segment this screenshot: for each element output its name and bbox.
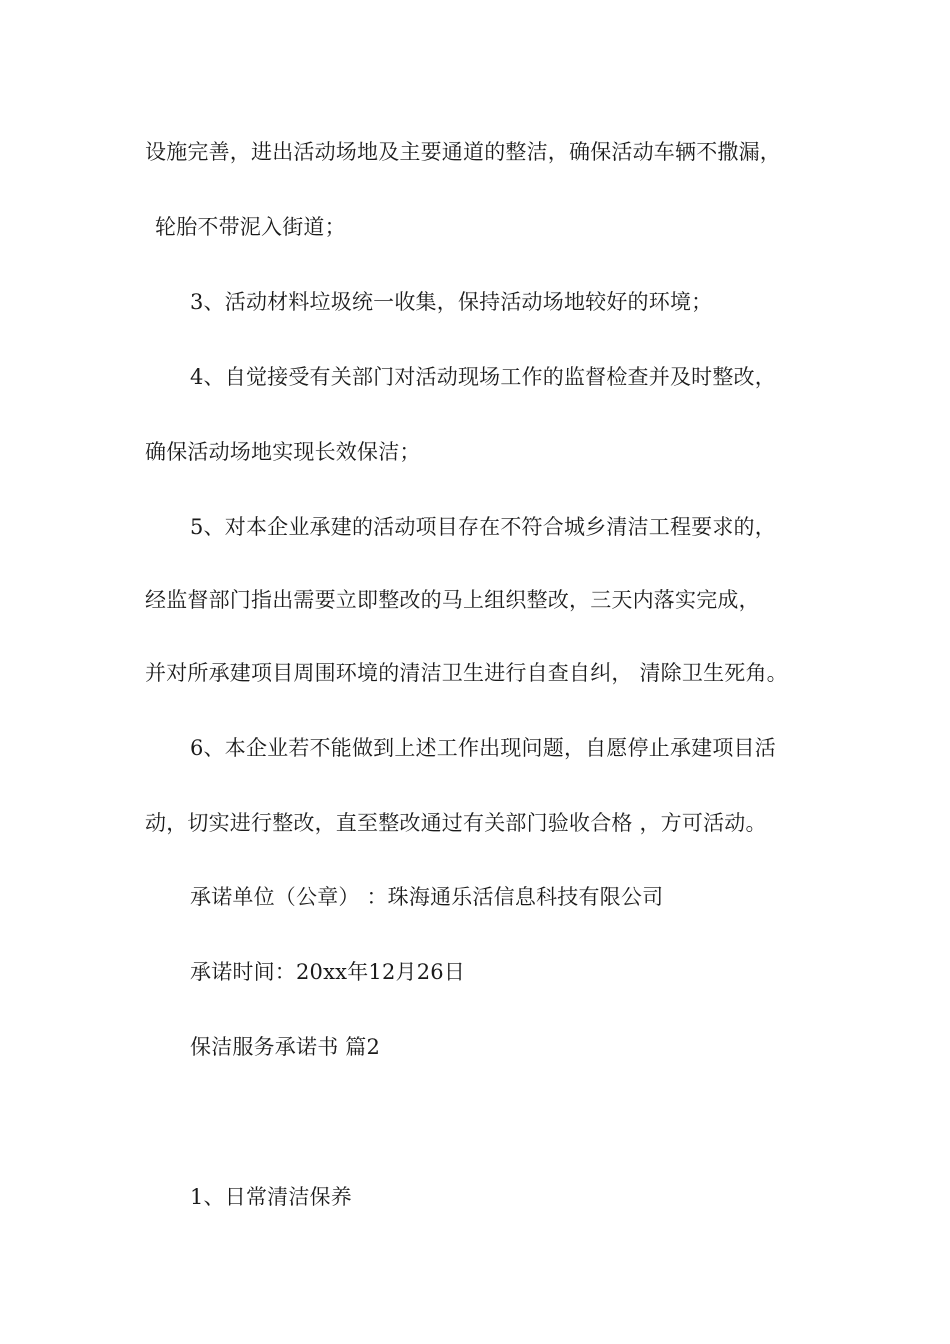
section-title: 保洁服务承诺书 篇2	[190, 1035, 381, 1059]
paragraph-line: 动，切实进行整改，直至整改通过有关部门验收合格 ，方可活动。	[145, 811, 767, 835]
paragraph-line: 轮胎不带泥入街道；	[155, 215, 346, 239]
paragraph-line: 设施完善，进出活动场地及主要通道的整洁，确保活动车辆不撒漏，	[145, 140, 781, 164]
paragraph-line: 经监督部门指出需要立即整改的马上组织整改，三天内落实完成，	[145, 588, 760, 612]
promise-date: 承诺时间：20xx年12月26日	[190, 960, 466, 984]
list-item-5: 5、对本企业承建的活动项目存在不符合城乡清洁工程要求的，	[190, 515, 776, 539]
promise-unit: 承诺单位（公章） ：珠海通乐活信息科技有限公司	[190, 885, 664, 909]
paragraph-line: 确保活动场地实现长效保洁；	[145, 440, 421, 464]
list-item-3: 3、活动材料垃圾统一收集，保持活动场地较好的环境；	[190, 290, 713, 314]
list-item-4: 4、自觉接受有关部门对活动现场工作的监督检查并及时整改，	[190, 365, 776, 389]
paragraph-line: 并对所承建项目周围环境的清洁卫生进行自查自纠， 清除卫生死角。	[145, 661, 788, 685]
section-heading: 1、日常清洁保养	[190, 1185, 352, 1209]
list-item-6: 6、本企业若不能做到上述工作出现问题，自愿停止承建项目活	[190, 736, 776, 760]
